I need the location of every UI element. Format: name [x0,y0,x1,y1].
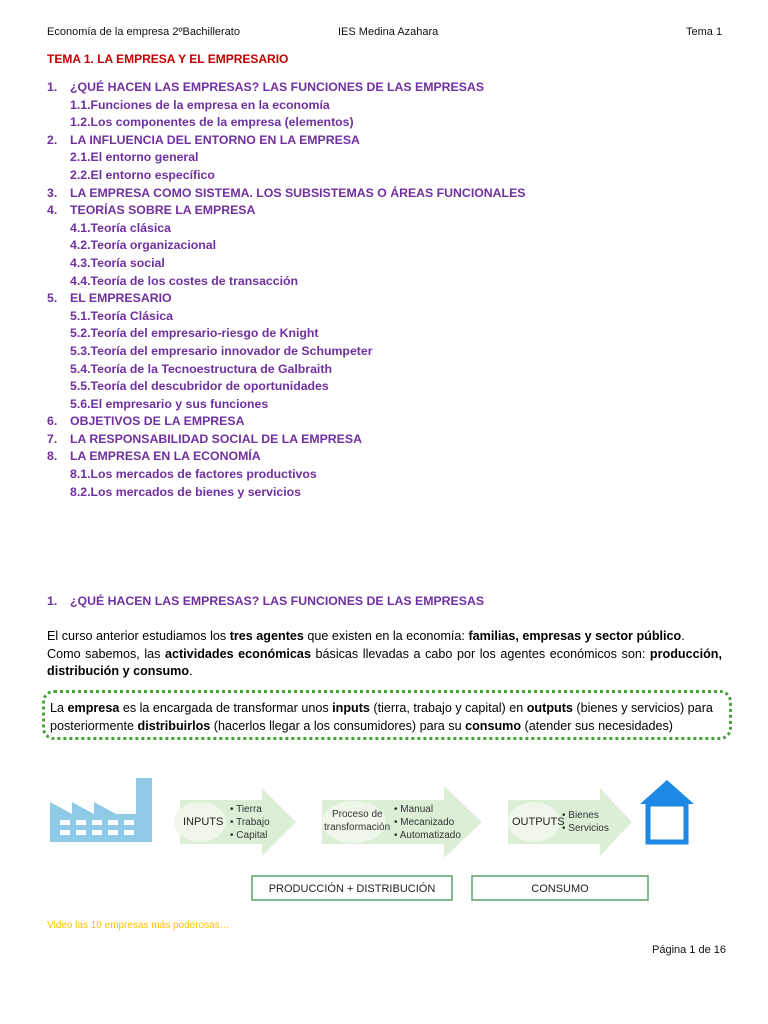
toc-subsection [47,237,737,255]
toc-number: 5. [47,291,58,306]
toc-number: 6. [47,414,58,429]
toc-subsection [47,149,737,167]
toc-subsection [47,97,737,115]
toc-number: 4. [47,203,58,218]
inputs-item: • Capital [230,830,268,841]
toc-section [47,185,737,203]
text-run: que existen en la economía: [303,629,469,643]
text-run: . [681,629,685,643]
toc-number: 8. [47,449,58,464]
consumption-label: CONSUMO [531,883,589,895]
toc-subsection [47,484,737,502]
process-arrow [322,786,482,858]
inputs-arrow [174,788,296,856]
toc-text: 4.4.Teoría de los costes de transacción [70,273,299,288]
toc-subsection [47,396,737,414]
toc-subsection [47,114,737,132]
process-item: • Mecanizado [394,817,455,828]
toc-text: ¿QUÉ HACEN LAS EMPRESAS? LAS FUNCIONES DE LAS EMPRESAS [70,80,485,94]
toc-subsection [47,273,737,291]
header-left: Economía de la empresa 2ºBachillerato [47,26,240,38]
outputs-item: • Bienes [562,810,599,821]
bold-text: distribuirlos [137,718,211,733]
text-run: El curso anterior estudiamos los [47,629,230,643]
toc-text: 8.2.Los mercados de bienes y servicios [70,484,302,499]
toc-section [47,132,737,150]
toc-subsection [47,220,737,238]
intro-paragraph [47,628,722,681]
toc-text: OBJETIVOS DE LA EMPRESA [70,414,245,429]
outputs-item: • Servicios [562,823,609,834]
toc-subsection [47,167,737,185]
paragraph-agents [47,628,722,646]
inputs-item: • Tierra [230,804,262,815]
toc-subsection [47,361,737,379]
toc-text: EL EMPRESARIO [70,291,172,306]
header-right: Tema 1 [686,26,723,38]
bold-text: empresa [67,701,120,715]
toc-subsection [47,378,737,396]
process-item: • Manual [394,804,434,815]
section-heading [47,594,484,608]
toc-subsection [47,325,737,343]
toc-section [47,79,737,97]
toc-text: 5.2.Teoría del empresario-riesgo de Knight [70,326,319,341]
toc-text: LA RESPONSABILIDAD SOCIAL DE LA EMPRESA [70,431,362,446]
production-distribution-label: PRODUCCIÓN + DISTRIBUCIÓN [268,883,436,895]
paragraph-activities [47,646,722,681]
page-number: Página 1 de 16 [652,944,727,956]
toc-text: LA EMPRESA EN LA ECONOMÍA [70,449,261,464]
toc-section [47,448,737,466]
text-run: (atender sus necesidades) [521,718,673,733]
bold-text: consumo [465,718,522,733]
toc-text: LA EMPRESA COMO SISTEMA. LOS SUBSISTEMAS O ÁREAS FUNCIONALES [70,185,526,200]
inputs-label: INPUTS [183,816,224,828]
toc-section [47,290,737,308]
toc-number: 1. [47,80,58,94]
outputs-label: OUTPUTS [512,816,565,828]
toc-subsection [47,466,737,484]
header-center: IES Medina Azahara [338,26,439,38]
bold-text: tres agentes [229,629,304,643]
toc-text: 5.5.Teoría del descubridor de oportunidades [70,379,329,394]
toc-number: 2. [47,132,58,147]
text-run: (bienes y servicios) para posteriormente [50,701,713,733]
toc-text: 5.3.Teoría del empresario innovador de Schumpeter [70,343,373,358]
house-icon [640,780,694,842]
bold-text: inputs [332,701,370,715]
bold-text: producción, distribución y consumo [47,646,722,678]
toc-number: 3. [47,185,58,200]
toc-text: 5.6.El empresario y sus funciones [70,396,269,411]
table-of-contents [47,79,737,501]
process-label: Proceso de [332,809,383,820]
outputs-arrow [508,788,632,856]
toc-text: TEORÍAS SOBRE LA EMPRESA [70,203,256,218]
text-run: Como sabemos, las [47,646,165,661]
toc-text: 1.1.Funciones de la empresa en la economía [70,97,330,112]
toc-text: 5.1.Teoría Clásica [70,308,173,323]
inputs-item: • Trabajo [230,817,270,828]
toc-section [47,431,737,449]
process-label: transformación [324,822,391,833]
toc-subsection [47,255,737,273]
bold-text: outputs [526,701,573,715]
toc-text: 4.2.Teoría organizacional [70,238,217,253]
page-title: TEMA 1. LA EMPRESA Y EL EMPRESARIO [47,52,289,66]
text-run: . [189,664,193,678]
production-flow-diagram [40,770,730,910]
bold-text: familias, empresas y sector público [468,629,682,643]
text-run: es la encargada de transformar unos [119,701,333,715]
toc-text: 8.1.Los mercados de factores productivos [70,467,317,482]
toc-subsection [47,308,737,326]
toc-text: LA INFLUENCIA DEL ENTORNO EN LA EMPRESA [70,132,360,147]
toc-text: 4.1.Teoría clásica [70,220,171,235]
toc-text: 2.1.El entorno general [70,150,199,165]
text-run: (tierra, trabajo y capital) en [369,701,527,715]
toc-subsection [47,343,737,361]
toc-text: 2.2.El entorno específico [70,167,215,182]
definition-box [42,690,732,740]
video-link[interactable]: Video las 10 empresas más poderosas… [47,920,230,931]
text-run: La [50,701,68,715]
toc-text: 5.4.Teoría de la Tecnoestructura de Galbraith [70,361,332,376]
factory-icon [50,778,152,842]
section-number: 1. [47,594,58,608]
toc-section [47,413,737,431]
bold-text: actividades económicas [164,646,311,661]
toc-section [47,202,737,220]
section-title: ¿QUÉ HACEN LAS EMPRESAS? LAS FUNCIONES DE LAS EMPRESAS [70,594,485,608]
toc-text: 1.2.Los componentes de la empresa (elementos) [70,115,354,130]
toc-number: 7. [47,431,58,446]
text-run: (hacerlos llegar a los consumidores) para su [210,718,466,733]
process-item: • Automatizado [394,830,461,841]
toc-text: 4.3.Teoría social [70,255,165,270]
text-run: básicas llevadas a cabo por los agentes económicos son: [310,646,650,661]
